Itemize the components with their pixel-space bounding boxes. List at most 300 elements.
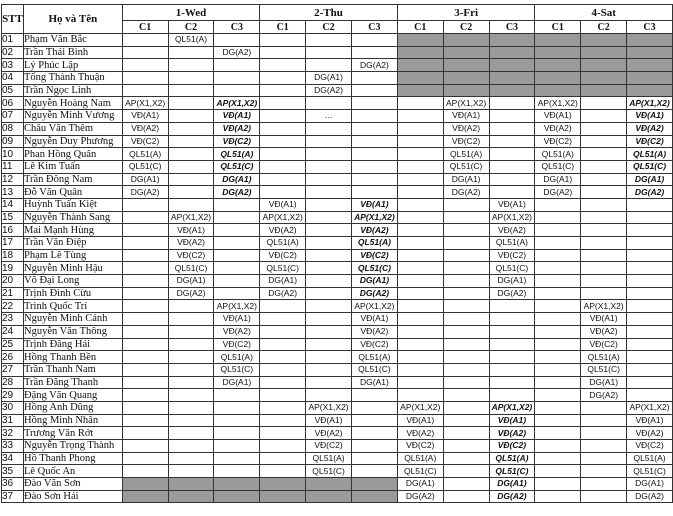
schedule-cell [306,275,352,288]
schedule-cell [351,389,397,402]
row-number: 11 [2,160,24,173]
schedule-cell [168,72,214,85]
shaded-cell [581,59,627,72]
table-row [2,389,673,402]
schedule-cell [351,46,397,59]
table-row [2,148,673,161]
staff-name: Phan Hồng Quân [23,148,122,161]
schedule-cell: VĐ(C2) [214,338,260,351]
schedule-cell: QL51(A) [214,148,260,161]
schedule-cell [260,46,306,59]
schedule-cell [627,313,673,326]
table-row [2,173,673,186]
row-number: 31 [2,414,24,427]
row-number: 32 [2,427,24,440]
schedule-cell [443,427,489,440]
schedule-cell [260,173,306,186]
shaded-cell [397,72,443,85]
schedule-cell: VĐ(A1) [214,110,260,123]
shaded-cell [535,84,581,97]
schedule-cell [306,46,352,59]
schedule-cell [260,135,306,148]
shaded-cell [397,34,443,47]
staff-name: Võ Đại Long [23,275,122,288]
schedule-cell: QL51(A) [306,452,352,465]
schedule-cell [260,122,306,135]
shaded-cell [581,72,627,85]
row-number: 06 [2,97,24,110]
schedule-cell [397,110,443,123]
schedule-cell: DG(A1) [489,478,535,491]
row-number: 20 [2,275,24,288]
schedule-cell [397,135,443,148]
schedule-cell [168,46,214,59]
schedule-cell [306,351,352,364]
schedule-cell: AP(X1,X2) [397,401,443,414]
schedule-cell [443,351,489,364]
schedule-cell [351,122,397,135]
schedule-cell [122,363,168,376]
schedule-cell: VĐ(A1) [397,414,443,427]
schedule-cell [535,490,581,503]
schedule-cell [306,59,352,72]
table-row [2,224,673,237]
schedule-cell [397,97,443,110]
schedule-cell [443,325,489,338]
row-number: 12 [2,173,24,186]
shaded-cell [627,46,673,59]
shaded-cell [443,72,489,85]
schedule-cell [581,401,627,414]
staff-name: Lê Quốc An [23,465,122,478]
schedule-cell: VĐ(A1) [351,198,397,211]
schedule-cell [214,401,260,414]
staff-name: Lý Phúc Lập [23,59,122,72]
row-number: 25 [2,338,24,351]
schedule-cell: VĐ(A2) [214,122,260,135]
shaded-cell [489,59,535,72]
schedule-cell: QL51(C) [351,363,397,376]
staff-name: Trần Thanh Nam [23,363,122,376]
schedule-cell [168,97,214,110]
schedule-cell: DG(A2) [351,59,397,72]
schedule-cell: QL51(C) [397,465,443,478]
schedule-cell [122,452,168,465]
schedule-cell [168,465,214,478]
schedule-cell: VĐ(C2) [489,440,535,453]
schedule-cell [122,414,168,427]
schedule-cell [214,198,260,211]
row-number: 23 [2,313,24,326]
shaded-cell [351,490,397,503]
schedule-cell [443,363,489,376]
schedule-cell [168,186,214,199]
row-number: 16 [2,224,24,237]
staff-name: Trình Quốc Trí [23,300,122,313]
schedule-cell [122,34,168,47]
schedule-cell: VĐ(A2) [627,122,673,135]
schedule-cell [535,325,581,338]
schedule-cell [397,389,443,402]
schedule-cell [306,122,352,135]
schedule-cell [443,249,489,262]
schedule-cell: VĐ(C2) [627,440,673,453]
schedule-cell [306,148,352,161]
schedule-cell: QL51(C) [306,465,352,478]
schedule-cell: DG(A1) [122,173,168,186]
shaded-cell [397,84,443,97]
schedule-cell [214,249,260,262]
row-number: 29 [2,389,24,402]
schedule-cell: DG(A2) [489,287,535,300]
schedule-cell [122,338,168,351]
schedule-cell: AP(X1,X2) [351,300,397,313]
name-header: Họ và Tên [23,5,122,34]
schedule-cell: DG(A1) [489,275,535,288]
schedule-cell: AP(X1,X2) [214,97,260,110]
slot-header: C2 [443,21,489,34]
staff-name: Nguyễn Hoàng Nam [23,97,122,110]
schedule-cell [214,440,260,453]
schedule-cell [306,300,352,313]
row-number: 07 [2,110,24,123]
schedule-cell: QL51(A) [214,351,260,364]
schedule-cell [535,300,581,313]
schedule-cell [443,452,489,465]
schedule-cell [489,376,535,389]
schedule-cell [627,300,673,313]
row-number: 09 [2,135,24,148]
table-row [2,401,673,414]
table-row [2,59,673,72]
shaded-cell [581,84,627,97]
schedule-cell [443,262,489,275]
schedule-cell: QL51(A) [443,148,489,161]
schedule-cell [306,224,352,237]
shaded-cell [260,478,306,491]
row-number: 08 [2,122,24,135]
slot-header: C3 [489,21,535,34]
schedule-cell [397,287,443,300]
schedule-cell [627,211,673,224]
schedule-cell: VĐ(A1) [168,224,214,237]
schedule-cell: VĐ(A1) [535,110,581,123]
schedule-cell [581,262,627,275]
schedule-cell: QL51(C) [581,363,627,376]
shaded-cell [443,34,489,47]
schedule-cell [168,198,214,211]
schedule-cell [489,325,535,338]
schedule-cell [168,351,214,364]
staff-name: Nguyễn Thành Sang [23,211,122,224]
shaded-cell [443,59,489,72]
table-row [2,478,673,491]
row-number: 36 [2,478,24,491]
schedule-cell [214,34,260,47]
schedule-cell: DG(A1) [627,478,673,491]
schedule-cell [489,160,535,173]
staff-name: Đào Văn Sơn [23,478,122,491]
schedule-cell [306,325,352,338]
schedule-cell: VĐ(A1) [214,313,260,326]
schedule-cell [581,490,627,503]
schedule-cell [351,440,397,453]
schedule-cell [260,325,306,338]
staff-name: Trần Thái Bình [23,46,122,59]
schedule-cell: QL51(C) [535,160,581,173]
schedule-cell: VĐ(A2) [397,427,443,440]
schedule-cell [306,262,352,275]
schedule-cell: DG(A1) [351,275,397,288]
schedule-cell [306,186,352,199]
table-row [2,84,673,97]
schedule-cell [168,363,214,376]
shaded-cell [581,46,627,59]
schedule-cell [306,34,352,47]
schedule-cell [581,427,627,440]
schedule-cell [397,237,443,250]
staff-name: Nguyễn Minh Hậu [23,262,122,275]
schedule-cell [351,84,397,97]
schedule-cell [122,211,168,224]
staff-name: Nguyễn Trọng Thành [23,440,122,453]
staff-name: Hồng Minh Nhân [23,414,122,427]
row-number: 19 [2,262,24,275]
table-row [2,275,673,288]
table-row [2,427,673,440]
table-row [2,186,673,199]
schedule-cell: AP(X1,X2) [535,97,581,110]
table-row [2,262,673,275]
schedule-cell: VĐ(A2) [351,325,397,338]
schedule-cell: QL51(A) [122,148,168,161]
schedule-cell [351,72,397,85]
row-number: 30 [2,401,24,414]
schedule-cell [397,275,443,288]
schedule-cell [122,401,168,414]
schedule-cell [535,351,581,364]
schedule-cell [214,275,260,288]
schedule-cell [260,97,306,110]
slot-header: C1 [397,21,443,34]
schedule-cell: VĐ(A1) [489,414,535,427]
schedule-cell [535,452,581,465]
schedule-cell [214,211,260,224]
staff-name: Trần Ngọc Linh [23,84,122,97]
schedule-cell [581,414,627,427]
schedule-cell [168,300,214,313]
schedule-cell [489,186,535,199]
schedule-cell [535,249,581,262]
shaded-cell [168,478,214,491]
shaded-cell [535,46,581,59]
schedule-cell [351,173,397,186]
schedule-cell [489,389,535,402]
schedule-cell: QL51(A) [581,351,627,364]
schedule-cell [489,135,535,148]
schedule-cell [443,287,489,300]
schedule-cell [122,376,168,389]
schedule-cell: VĐ(A1) [627,110,673,123]
schedule-cell: DG(A1) [535,173,581,186]
schedule-cell [489,313,535,326]
schedule-cell [397,224,443,237]
table-row [2,72,673,85]
schedule-cell [627,198,673,211]
day-header: 1-Wed [122,5,260,21]
schedule-cell: DG(A2) [397,490,443,503]
schedule-cell: DG(A2) [351,287,397,300]
schedule-cell: VĐ(A2) [535,122,581,135]
slot-header: C1 [535,21,581,34]
schedule-cell: QL51(A) [627,452,673,465]
schedule-cell [214,262,260,275]
day-header: 3-Fri [397,5,535,21]
schedule-cell [443,389,489,402]
schedule-cell: VĐ(A2) [443,122,489,135]
schedule-cell [627,224,673,237]
schedule-cell [260,72,306,85]
schedule-cell: DG(A2) [214,46,260,59]
table-row [2,351,673,364]
schedule-cell [168,376,214,389]
schedule-cell: VĐ(C2) [443,135,489,148]
schedule-cell [443,465,489,478]
schedule-cell [397,173,443,186]
schedule-cell: VĐ(A2) [489,224,535,237]
shaded-cell [627,34,673,47]
shaded-cell [535,34,581,47]
schedule-cell: QL51(C) [627,160,673,173]
row-number: 01 [2,34,24,47]
schedule-cell [122,300,168,313]
schedule-cell [351,414,397,427]
schedule-cell [627,325,673,338]
schedule-cell [168,338,214,351]
schedule-cell [260,351,306,364]
schedule-cell [443,237,489,250]
schedule-cell [581,122,627,135]
schedule-cell [168,110,214,123]
schedule-cell: VĐ(A1) [122,110,168,123]
schedule-cell: AP(X1,X2) [306,401,352,414]
staff-name: Châu Văn Thêm [23,122,122,135]
schedule-cell [351,186,397,199]
schedule-cell: VĐ(C2) [581,338,627,351]
day-header: 4-Sat [535,5,673,21]
shaded-cell [535,59,581,72]
schedule-cell [535,198,581,211]
schedule-cell [260,363,306,376]
schedule-cell: DG(A2) [168,287,214,300]
shaded-cell [122,478,168,491]
schedule-cell: AP(X1,X2) [214,300,260,313]
schedule-cell [535,414,581,427]
row-number: 03 [2,59,24,72]
schedule-cell [397,262,443,275]
shaded-cell [443,84,489,97]
schedule-cell [122,427,168,440]
schedule-cell: DG(A2) [214,186,260,199]
schedule-cell [260,148,306,161]
row-number: 17 [2,237,24,250]
schedule-cell [535,427,581,440]
schedule-cell: QL51(C) [260,262,306,275]
table-row [2,135,673,148]
staff-name: Nguyễn Văn Thông [23,325,122,338]
schedule-cell: DG(A1) [443,173,489,186]
day-header: 2-Thu [260,5,398,21]
schedule-cell [397,160,443,173]
schedule-cell [489,148,535,161]
shaded-cell [489,46,535,59]
schedule-cell: QL51(C) [122,160,168,173]
schedule-cell: VĐ(A2) [214,325,260,338]
schedule-cell [627,376,673,389]
schedule-cell: VĐ(A1) [351,313,397,326]
staff-name: Phạm Lê Tùng [23,249,122,262]
schedule-cell [214,427,260,440]
staff-name: Đặng Văn Quang [23,389,122,402]
schedule-cell: QL51(A) [489,237,535,250]
shaded-cell [397,59,443,72]
schedule-cell [581,148,627,161]
schedule-cell [397,148,443,161]
schedule-cell [443,211,489,224]
schedule-cell [581,173,627,186]
schedule-cell [443,275,489,288]
schedule-cell [168,325,214,338]
schedule-cell: AP(X1,X2) [489,401,535,414]
schedule-cell [122,224,168,237]
schedule-cell [581,110,627,123]
schedule-cell [397,313,443,326]
schedule-cell: VĐ(C2) [535,135,581,148]
row-number: 27 [2,363,24,376]
row-number: 35 [2,465,24,478]
schedule-cell [351,110,397,123]
schedule-cell [168,414,214,427]
schedule-cell: VĐ(A1) [260,198,306,211]
staff-name: Phạm Văn Bắc [23,34,122,47]
staff-name: Nguyễn Minh Cảnh [23,313,122,326]
row-number: 02 [2,46,24,59]
schedule-cell [627,249,673,262]
schedule-cell [581,211,627,224]
schedule-cell [122,198,168,211]
schedule-cell [168,173,214,186]
table-row [2,122,673,135]
schedule-cell: QL51(C) [443,160,489,173]
schedule-cell [351,401,397,414]
shaded-cell [260,490,306,503]
shaded-cell [535,72,581,85]
table-row [2,452,673,465]
schedule-cell [260,300,306,313]
staff-name: Tống Thành Thuận [23,72,122,85]
schedule-cell: VĐ(A1) [581,313,627,326]
schedule-cell [260,414,306,427]
schedule-cell [535,401,581,414]
table-row [2,338,673,351]
schedule-cell: VĐ(C2) [260,249,306,262]
row-number: 14 [2,198,24,211]
slot-header: C2 [168,21,214,34]
schedule-cell [260,427,306,440]
schedule-cell: DG(A1) [214,376,260,389]
schedule-cell [351,452,397,465]
schedule-cell: DG(A1) [627,173,673,186]
